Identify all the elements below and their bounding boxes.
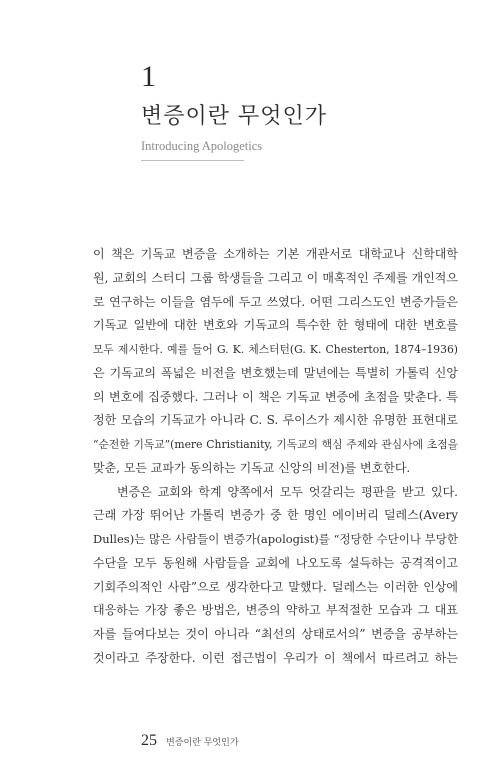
body-line: 의 변호에 집중했다. 그러나 이 책은 기독교 변증에 초점을 맞춘다. 특 [93,389,458,404]
body-line: 기독교 일반에 대한 변호와 기독교의 특수한 한 형태에 대한 변호를 [93,318,458,333]
body-line: 대응하는 가장 좋은 방법은, 변증의 약하고 부적절한 모습과 그 대표 [93,603,458,618]
chapter-title: 변증이란 무엇인가 [141,104,328,129]
subtitle-divider [141,160,244,161]
body-line: 이 책은 기독교 변증을 소개하는 기본 개관서로 대학교나 신학대학 [93,247,458,261]
body-line: 정한 모습의 기독교가 아니라 C. S. 루이스가 제시한 유명한 표현대로 [93,413,458,428]
body-line: 변증은 교회와 학계 양쪽에서 모두 엇갈리는 평판을 받고 있다. [117,484,458,499]
running-head: 변증이란 무엇인가 [166,738,239,748]
page-number: 25 [141,732,157,749]
page-footer [141,730,239,750]
body-line: 모두 제시한다. 예를 들어 G. K. 체스터턴(G. K. Chesterton, 1874–1936) [93,343,458,356]
body-line: Dulles)는 많은 사람들이 변증가(apologist)를 “정당한 수단이나 부당한 [93,532,458,546]
chapter-subtitle: Introducing Apologetics [141,139,263,153]
body-text [93,243,458,671]
body-line: 수단을 모두 동원해 사람들을 교회에 나오도록 설득하는 공격적이고 [93,555,458,570]
body-line: 은 기독교의 폭넓은 비전을 변호했는데 말년에는 특별히 가톨릭 신앙 [93,365,458,380]
body-line: 맞춘, 모든 교파가 동의하는 기독교 신앙의 비전)를 변호한다. [93,460,411,475]
body-line: 로 연구하는 이들을 염두에 두고 쓰였다. 어떤 그리스도인 변증가들은 [93,294,458,309]
body-line: 자를 들여다보는 것이 아니라 “최선의 상태로서의” 변증을 공부하는 [93,627,458,641]
body-line: 것이라고 주장한다. 이런 접근법이 우리가 이 책에서 따르려고 하는 [93,650,458,665]
body-line: 원, 교회의 스터디 그룹 학생들을 그리고 이 매혹적인 주제를 개인적으 [93,270,458,285]
body-line: “순전한 기독교”(mere Christianity, 기독교의 핵심 주제와 관심사에 초점을 [93,438,458,451]
body-line: 근래 가장 뛰어난 가톨릭 변증가 중 한 명인 에이버리 덜레스(Avery [93,508,458,523]
body-line: 기회주의적인 사람”으로 생각한다고 말했다. 덜레스는 이러한 인상에 [93,579,458,594]
chapter-number: 1 [141,60,156,93]
